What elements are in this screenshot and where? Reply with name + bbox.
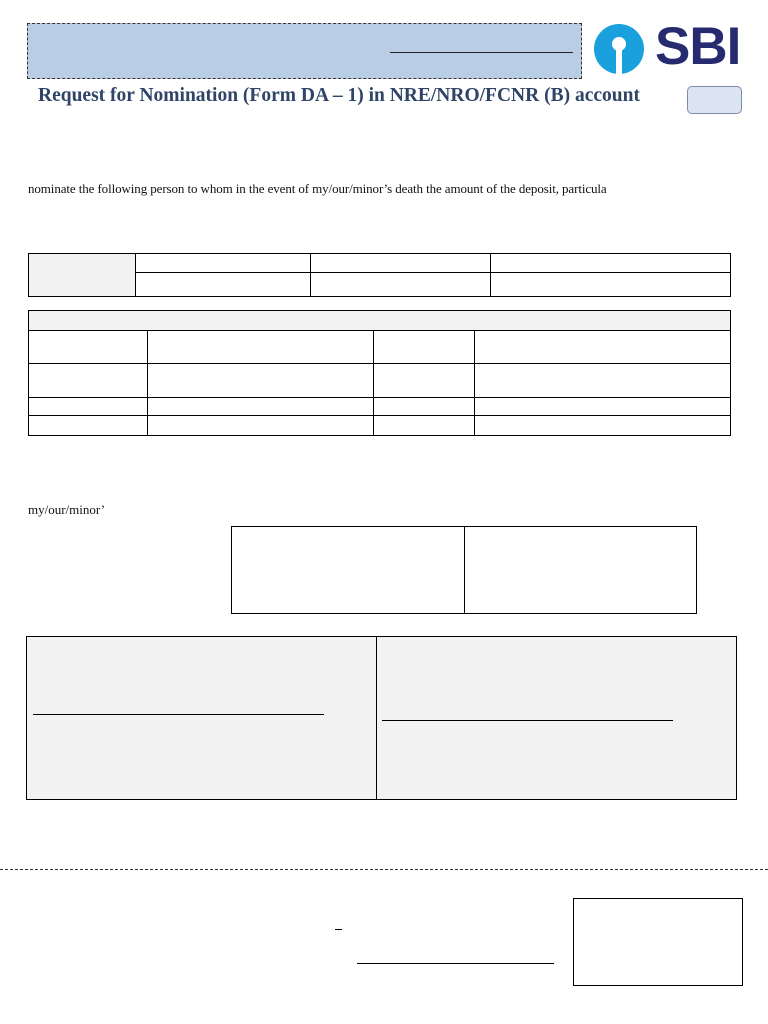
table-cell[interactable] [374,364,475,398]
table-cell[interactable] [311,273,491,297]
minor-statement: my/our/minor’ [28,502,106,517]
branch-name-box[interactable] [27,23,582,79]
table-cell[interactable] [136,254,311,273]
table-row [29,331,731,364]
table-cell[interactable] [491,273,731,297]
table-row [29,416,731,436]
table-cell[interactable] [374,416,475,436]
table-cell[interactable] [29,364,148,398]
table-cell[interactable] [148,331,374,364]
deposit-particulars-table [28,253,731,297]
table-cell[interactable] [475,331,731,364]
table-cell[interactable] [374,331,475,364]
table-cell[interactable] [148,364,374,398]
witness-one-signature-line[interactable] [33,714,324,715]
table-cell[interactable] [374,398,475,416]
table-cell[interactable] [29,331,148,364]
witness-signature-panel [26,636,737,800]
table-row [29,311,731,331]
table-cell[interactable] [475,398,731,416]
form-title: Request for Nomination (Form DA – 1) in NRE/NRO/FCNR (B) account [38,85,640,106]
table-cell[interactable] [311,254,491,273]
branch-name-line [390,52,573,53]
table-cell[interactable] [148,398,374,416]
signature-panel-divider [376,636,377,800]
guardian-box-divider [464,526,465,614]
table-label-cell [29,254,136,297]
table-cell[interactable] [475,416,731,436]
acknowledgement-signature-line[interactable] [357,963,554,964]
witness-two-signature-line[interactable] [382,720,673,721]
account-type-box[interactable] [687,86,742,114]
table-cell[interactable] [148,416,374,436]
table-cell[interactable] [29,416,148,436]
table-row [29,364,731,398]
sbi-brand-name: SBI [655,17,741,76]
table-cell[interactable] [491,254,731,273]
acknowledgement-dash [335,929,342,930]
branch-stamp-box[interactable] [573,898,743,986]
table-cell[interactable] [475,364,731,398]
nominee-details-table [28,310,731,436]
table-cell[interactable] [29,398,148,416]
nomination-statement: nominate the following person to whom in the event of my/our/minor’s death the amount of the deposit, particula [28,181,607,196]
table-row [29,398,731,416]
table-header-cell [29,311,731,331]
table-row [29,254,731,273]
tear-off-line [0,869,768,870]
table-cell[interactable] [136,273,311,297]
